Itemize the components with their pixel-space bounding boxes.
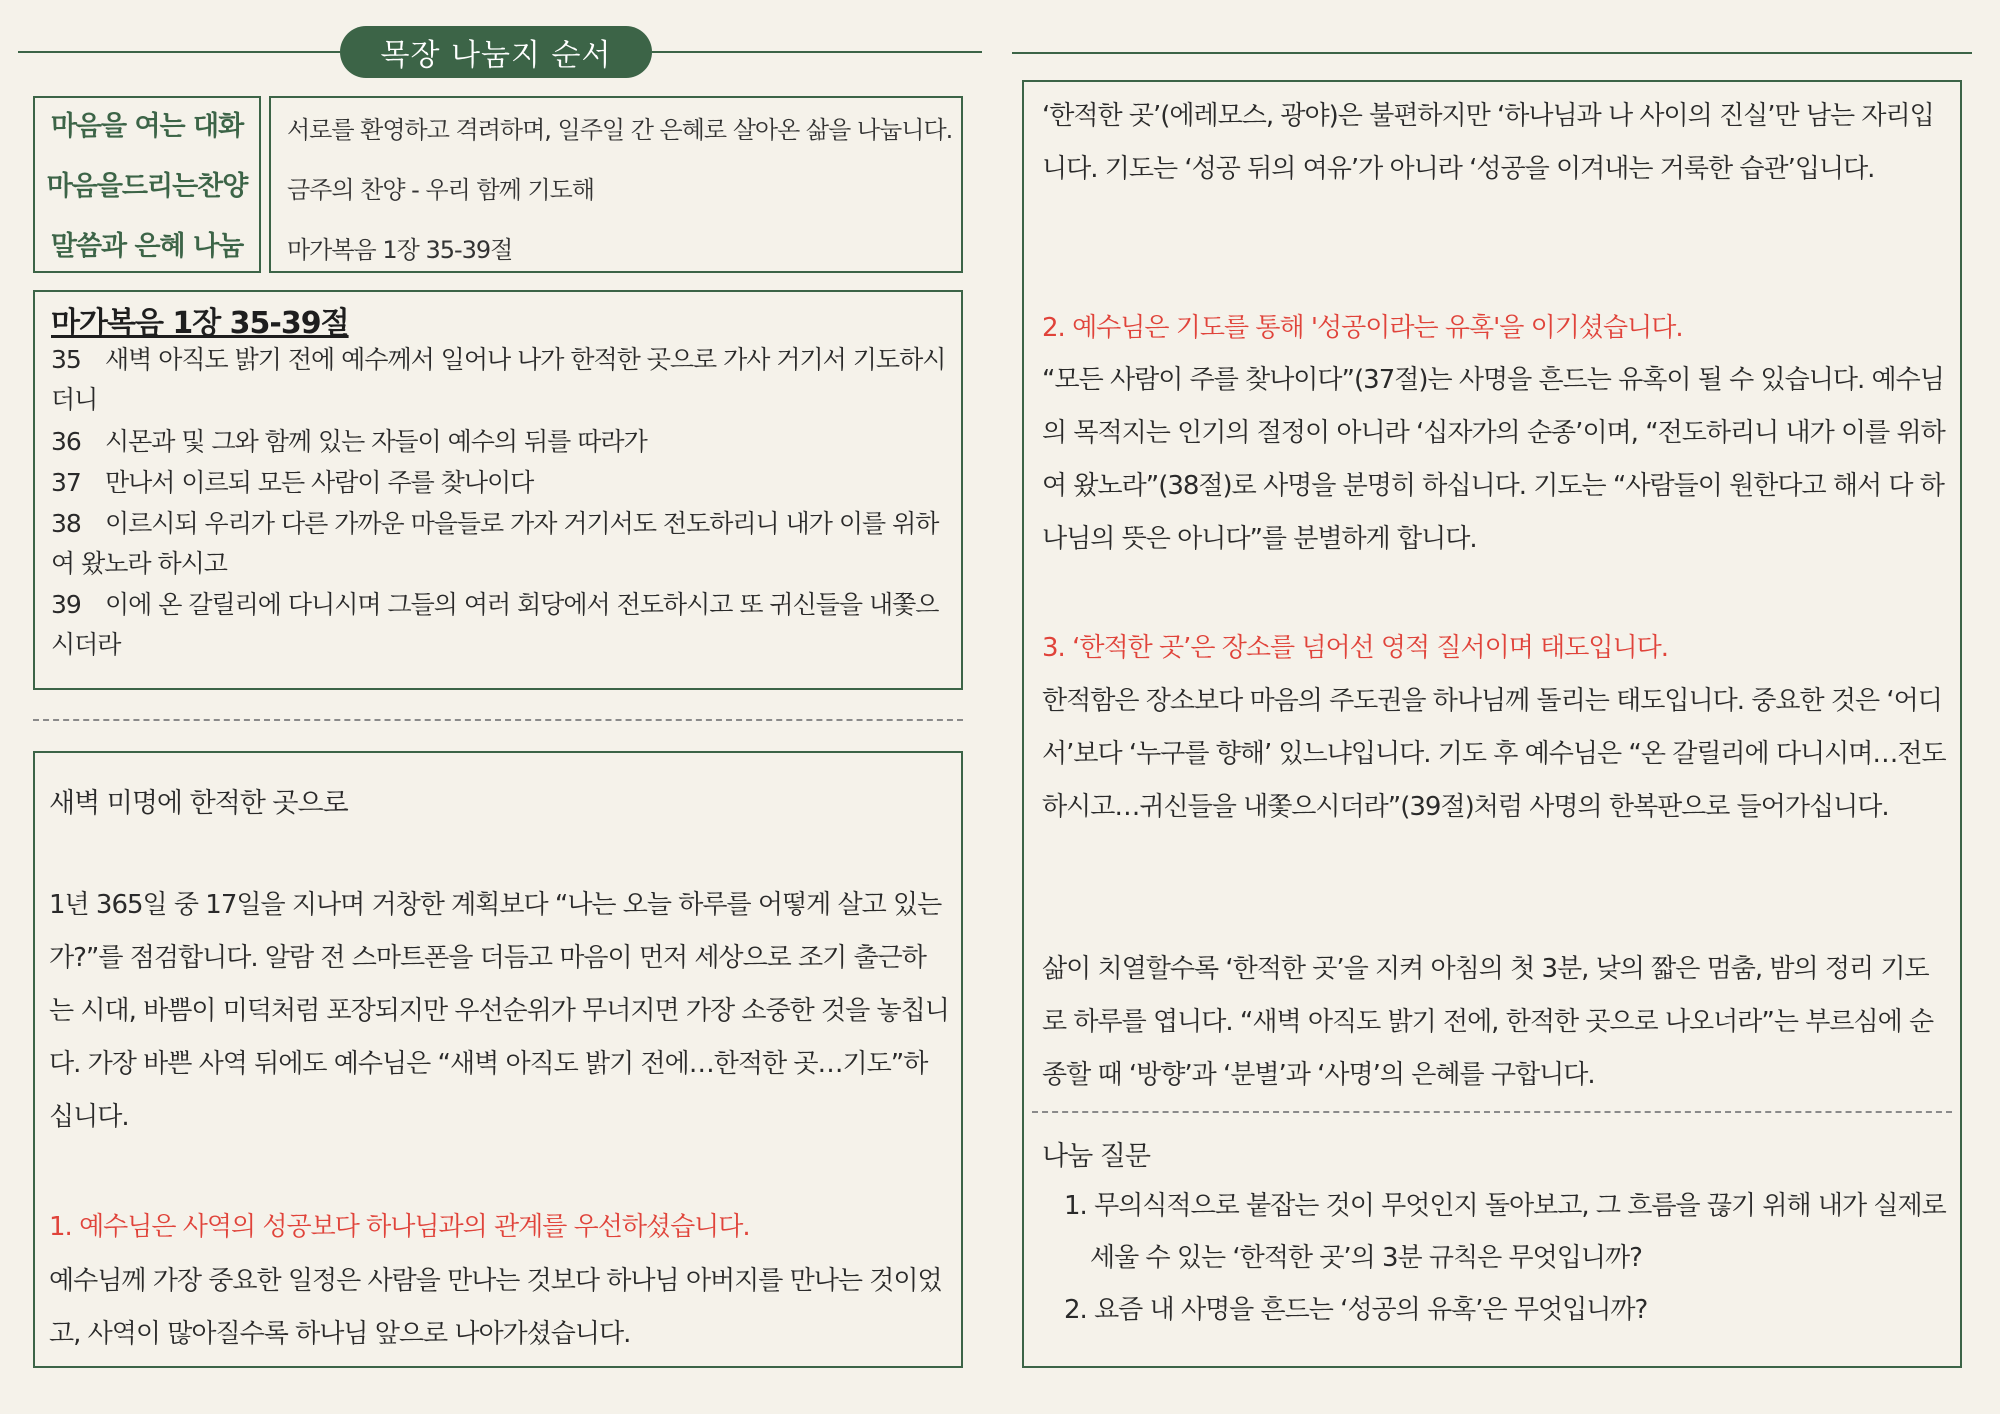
verse-text: 시몬과 및 그와 함께 있는 자들이 예수의 뒤를 따라가 bbox=[105, 427, 647, 456]
point3-heading: 3. ‘한적한 곳’은 장소를 넘어선 영적 질서이며 태도입니다. bbox=[1042, 633, 1669, 663]
header-rule-middle bbox=[652, 51, 982, 53]
questions-divider bbox=[1032, 1111, 1952, 1113]
section-divider bbox=[33, 719, 963, 721]
verse-number: 39 bbox=[51, 590, 81, 619]
point1-heading: 1. 예수님은 사역의 성공보다 하나님과의 관계를 우선하셨습니다. bbox=[49, 1212, 750, 1242]
point3-body: 한적함은 장소보다 마음의 주도권을 하나님께 돌리는 태도입니다. 중요한 것은 ‘어디서’보다 ‘누구를 향해’ 있느냐입니다. 기도 후 예수님은 “온 갈릴리에 다니시며…전도하시고…귀신들을 내쫓으시더라”(39절)처럼 사명의 한복판으로 들어가십니다. bbox=[1042, 686, 1946, 822]
order-desc-word: 마가복음 1장 35-39절 bbox=[287, 236, 513, 264]
order-desc-conversation: 서로를 환영하고 격려하며, 일주일 간 은혜로 살아온 삶을 나눕니다. bbox=[287, 116, 953, 144]
question-2: 2. 요즘 내 사명을 흔드는 ‘성공의 유혹’은 무엇입니까? bbox=[1064, 1295, 1648, 1325]
point2-heading: 2. 예수님은 기도를 통해 '성공이라는 유혹'을 이기셨습니다. bbox=[1042, 313, 1683, 343]
order-descriptions-box bbox=[269, 96, 963, 273]
sermon-box bbox=[33, 751, 963, 1368]
question-1: 1. 무의식적으로 붙잡는 것이 무엇인지 돌아보고, 그 흐름을 끊기 위해 내가 실제로 세울 수 있는 ‘한적한 곳’의 3분 규칙은 무엇입니까? bbox=[1064, 1191, 1946, 1273]
sermon-continued-box bbox=[1022, 80, 1962, 1368]
page-title: 목장 나눔지 순서 bbox=[340, 26, 652, 78]
order-label-worship: 마음을드리는찬양 bbox=[46, 171, 248, 202]
scripture-box bbox=[33, 290, 963, 690]
sermon-conclusion: 삶이 치열할수록 ‘한적한 곳’을 지켜 아침의 첫 3분, 낮의 짧은 멈춤, 밤의 정리 기도로 하루를 엽니다. “새벽 아직도 밝기 전에, 한적한 곳으로 나오너라”는 부르심에 순종할 때 ‘방향’과 ‘분별’과 ‘사명’의 은혜를 구합니다. bbox=[1042, 954, 1934, 1090]
verse-number: 38 bbox=[51, 509, 81, 538]
verse-text: 이에 온 갈릴리에 다니시며 그들의 여러 회당에서 전도하시고 또 귀신들을 내쫓으시더라 bbox=[51, 590, 939, 659]
verse-number: 37 bbox=[51, 468, 81, 497]
verse-36 bbox=[51, 422, 951, 462]
verse-38 bbox=[51, 504, 951, 584]
verse-number: 35 bbox=[51, 345, 81, 374]
verse-37 bbox=[51, 463, 951, 503]
sermon-title: 새벽 미명에 한적한 곳으로 bbox=[49, 788, 348, 819]
point1-body: 예수님께 가장 중요한 일정은 사람을 만나는 것보다 하나님 아버지를 만나는 것이었고, 사역이 많아질수록 하나님 앞으로 나아가셨습니다. bbox=[49, 1266, 942, 1349]
point2-body: “모든 사람이 주를 찾나이다”(37절)는 사명을 흔드는 유혹이 될 수 있습니다. 예수님의 목적지는 인기의 절정이 아니라 ‘십자가의 순종’이며, “전도하리니 내가 이를 위하여 왔노라”(38절)로 사명을 분명히 하십니다. 기도는 “사람들이 원한다고 해서 다 하나님의 뜻은 아니다”를 분별하게 합니다. bbox=[1042, 365, 1945, 554]
header-rule-left bbox=[18, 51, 340, 53]
verse-text: 만나서 이르되 모든 사람이 주를 찾나이다 bbox=[105, 468, 534, 497]
verse-text: 새벽 아직도 밝기 전에 예수께서 일어나 나가 한적한 곳으로 가사 거기서 기도하시더니 bbox=[51, 345, 946, 414]
header-rule-right bbox=[1012, 52, 1972, 54]
point1-continued: ‘한적한 곳’(에레모스, 광야)은 불편하지만 ‘하나님과 나 사이의 진실’만 남는 자리입니다. 기도는 ‘성공 뒤의 여유’가 아니라 ‘성공을 이겨내는 거룩한 습관’입니다. bbox=[1042, 101, 1934, 184]
order-labels-box bbox=[33, 96, 261, 273]
order-label-conversation: 마음을 여는 대화 bbox=[50, 111, 244, 142]
verse-number: 36 bbox=[51, 427, 81, 456]
verse-text: 이르시되 우리가 다른 가까운 마을들로 가자 거기서도 전도하리니 내가 이를 위하여 왔노라 하시고 bbox=[51, 509, 939, 578]
order-label-word: 말씀과 은혜 나눔 bbox=[50, 231, 244, 262]
order-desc-worship: 금주의 찬양 - 우리 함께 기도해 bbox=[287, 176, 595, 204]
verse-35 bbox=[51, 340, 951, 420]
questions-heading: 나눔 질문 bbox=[1042, 1141, 1150, 1172]
verse-39 bbox=[51, 585, 951, 665]
scripture-title: 마가복음 1장 35-39절 bbox=[51, 306, 349, 341]
sermon-intro: 1년 365일 중 17일을 지나며 거창한 계획보다 “나는 오늘 하루를 어떻게 살고 있는가?”를 점검합니다. 알람 전 스마트폰을 더듬고 마음이 먼저 세상으로 조기 출근하는 시대, 바쁨이 미덕처럼 포장되지만 우선순위가 무너지면 가장 소중한 것을 놓칩니다. 가장 바쁜 사역 뒤에도 예수님은 “새벽 아직도 밝기 전에…한적한 곳…기도”하십니다. bbox=[49, 890, 949, 1132]
